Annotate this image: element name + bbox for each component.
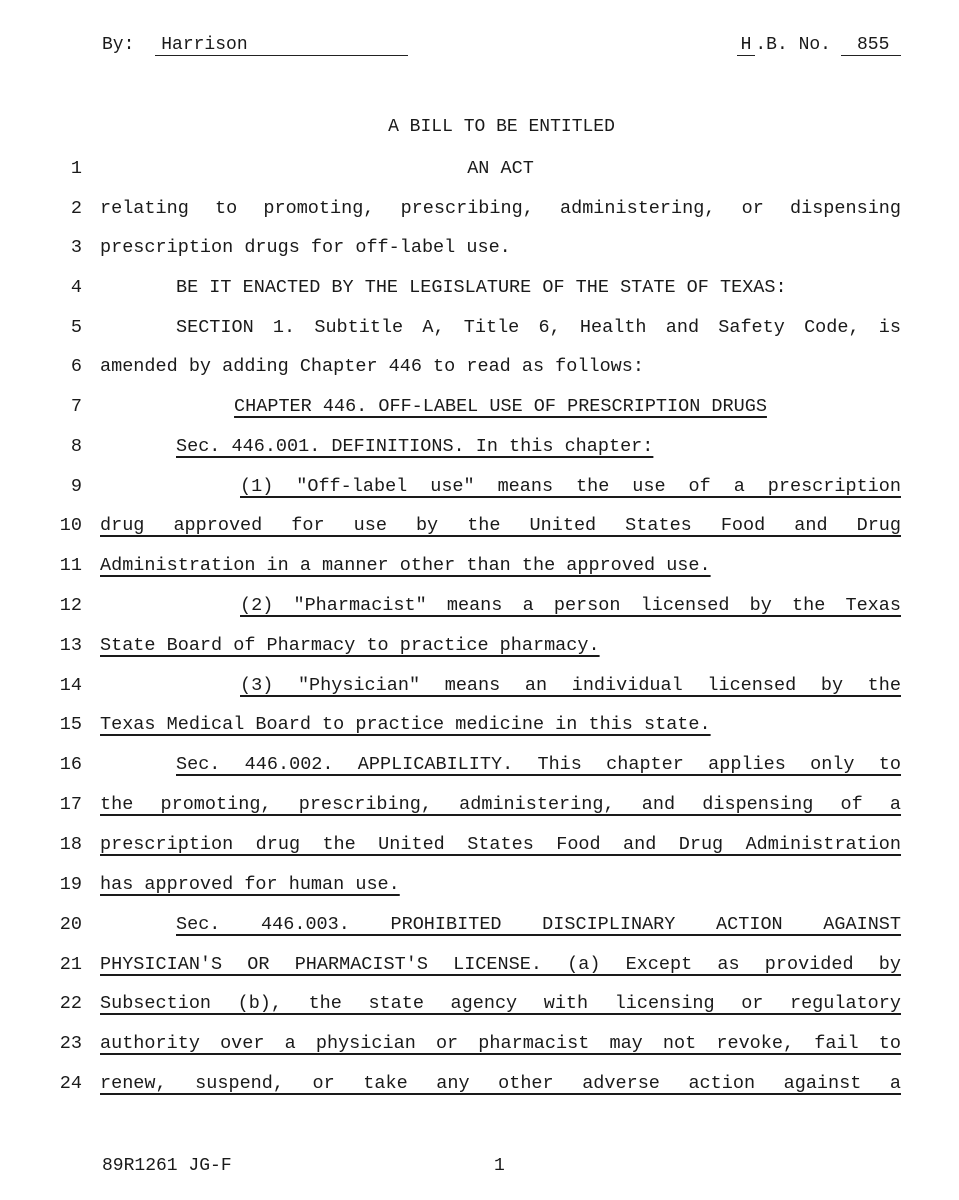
bill-number-line (737, 35, 901, 56)
bill-line (0, 276, 959, 316)
bill-title: A BILL TO BE ENTITLED (388, 117, 615, 137)
line-text: (3) "Physician" means an individual licensed by the (240, 675, 901, 696)
bill-line (0, 554, 959, 594)
line-text: State Board of Pharmacy to practice pharmacy. (100, 635, 600, 656)
line-number: 7 (70, 396, 82, 417)
bill-line (0, 674, 959, 714)
sponsor-name: Harrison (155, 35, 408, 56)
line-text: prescription drug the United States Food and Drug Administration (100, 834, 901, 855)
line-text: Sec. 446.003. PROHIBITED DISCIPLINARY ACTION AGAINST (176, 914, 901, 935)
bill-line (0, 316, 959, 356)
bill-line (0, 873, 959, 913)
line-text: Texas Medical Board to practice medicine in this state. (100, 714, 711, 735)
line-number: 15 (59, 714, 82, 735)
bill-line (0, 435, 959, 475)
line-text-wrap (176, 435, 959, 459)
by-label: By: (102, 35, 135, 55)
line-text: the promoting, prescribing, administering, and dispensing of a (100, 794, 901, 815)
bill-line (0, 992, 959, 1032)
line-text: Sec. 446.001. DEFINITIONS. In this chapter: (176, 436, 654, 457)
bill-line (0, 953, 959, 993)
line-number: 9 (70, 476, 82, 497)
line-number: 3 (70, 237, 82, 258)
document-id: 89R1261 JG-F (102, 1156, 232, 1176)
bill-line (0, 514, 959, 554)
line-text: Sec. 446.002. APPLICABILITY. This chapter applies only to (176, 754, 901, 775)
line-text: (2) "Pharmacist" means a person licensed by the Texas (240, 595, 901, 616)
bill-line (0, 1032, 959, 1072)
line-text: drug approved for use by the United States Food and Drug (100, 515, 901, 536)
bill-chamber: H (737, 35, 756, 56)
line-number: 18 (59, 834, 82, 855)
bill-line (0, 793, 959, 833)
line-number: 1 (70, 158, 82, 179)
bill-line (0, 475, 959, 515)
line-text: PHYSICIAN'S OR PHARMACIST'S LICENSE. (a) Except as provided by (100, 954, 901, 975)
bill-number: 855 (841, 35, 901, 56)
line-number: 4 (70, 277, 82, 298)
line-number: 5 (70, 317, 82, 338)
line-text: BE IT ENACTED BY THE LEGISLATURE OF THE STATE OF TEXAS: (176, 277, 787, 298)
line-number: 16 (59, 754, 82, 775)
line-number: 24 (59, 1073, 82, 1094)
line-text-wrap (100, 634, 901, 658)
chapter-heading: CHAPTER 446. OFF-LABEL USE OF PRESCRIPTION DRUGS (234, 396, 767, 417)
line-text: renew, suspend, or take any other adverse action against a (100, 1073, 901, 1094)
line-text: Subsection (b), the state agency with licensing or regulatory (100, 993, 901, 1014)
line-number: 23 (59, 1033, 82, 1054)
bill-line (0, 197, 959, 237)
line-number: 19 (59, 874, 82, 895)
bill-line (0, 713, 959, 753)
bill-line (0, 833, 959, 873)
line-text: has approved for human use. (100, 874, 400, 895)
bill-line (0, 913, 959, 953)
line-text-wrap (100, 713, 901, 737)
bill-line (0, 355, 959, 395)
line-text: authority over a physician or pharmacist may not revoke, fail to (100, 1033, 901, 1054)
line-number: 12 (59, 595, 82, 616)
bill-line (0, 395, 959, 435)
line-text-wrap (100, 873, 901, 897)
line-number: 2 (70, 198, 82, 219)
line-text: relating to promoting, prescribing, administering, or dispensing (100, 198, 901, 219)
line-text: prescription drugs for off-label use. (100, 237, 511, 258)
bill-line (0, 594, 959, 634)
line-number: 10 (59, 515, 82, 536)
line-number: 8 (70, 436, 82, 457)
line-number: 20 (59, 914, 82, 935)
author-line (102, 35, 408, 56)
bill-number-label: .B. No. (755, 35, 831, 55)
bill-line (0, 236, 959, 276)
line-text: SECTION 1. Subtitle A, Title 6, Health and Safety Code, is (176, 317, 901, 338)
line-number: 6 (70, 356, 82, 377)
line-number: 11 (59, 555, 82, 576)
bill-line (0, 634, 959, 674)
line-text: Administration in a manner other than the approved use. (100, 555, 711, 576)
bill-line (0, 1072, 959, 1112)
page-number: 1 (494, 1156, 505, 1176)
line-text-wrap (100, 395, 901, 419)
line-number: 14 (59, 675, 82, 696)
line-text: AN ACT (467, 158, 534, 179)
line-text: amended by adding Chapter 446 to read as follows: (100, 356, 644, 377)
bill-line (0, 157, 959, 197)
line-number: 17 (59, 794, 82, 815)
line-text: (1) "Off-label use" means the use of a prescription (240, 476, 901, 497)
line-number: 13 (59, 635, 82, 656)
line-number: 22 (59, 993, 82, 1014)
bill-line (0, 753, 959, 793)
line-number: 21 (59, 954, 82, 975)
line-text-wrap (100, 554, 901, 578)
